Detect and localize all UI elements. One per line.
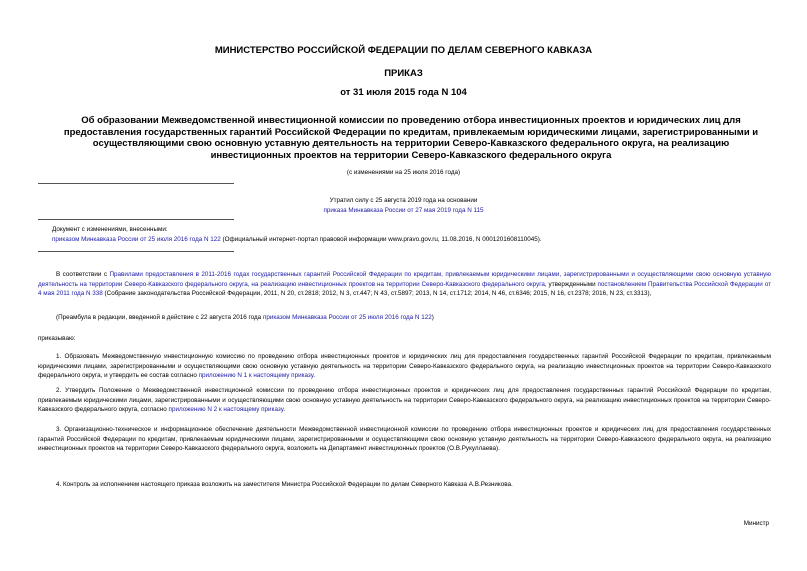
lost-force-link[interactable]: приказа Минкавказа России от 27 мая 2019 года N 115 (323, 207, 484, 214)
edition-text: (Преамбула в редакции, введенной в действие с 22 августа 2016 года (56, 314, 263, 321)
lost-force-text: Утратил силу с 25 августа 2019 года на основании (329, 197, 478, 204)
lost-force-block (0, 196, 807, 216)
preamble-text: , утвержденными (544, 280, 598, 288)
order-word: приказываю: (38, 335, 76, 342)
item-2-end: . (283, 406, 285, 414)
item-2 (38, 386, 771, 415)
preamble-text: В соответствии с (56, 271, 110, 278)
doc-changes-rest: (Официальный интернет-портал правовой информации www.pravo.gov.ru, 11.08.2016, N 0001201608110045). (220, 235, 542, 243)
ministry-heading: МИНИСТЕРСТВО РОССИЙСКОЙ ФЕДЕРАЦИИ ПО ДЕЛАМ СЕВЕРНОГО КАВКАЗА (214, 45, 593, 56)
changes-note: (с изменениями на 25 июля 2016 года) (346, 169, 461, 176)
edition-text: ) (431, 314, 434, 321)
document-title: Об образовании Межведомственной инвестиционной комиссии по проведению отбора инвестиционных проектов и юридических лиц для предоставления государственных гарантий Российской Федерации по кредитам, привлекаемым юридическими лицами, зарегистрированными и осуществляющими свою основную уставную деятельность на территории Северо-Кавказского федерального округа, на реализацию инвестиционных проектов на территории Северо-Кавказского федерального округа (63, 115, 759, 161)
preamble-text: (Собрание законодательства Российской Федерации, 2011, N 20, ст.2818; 2012, N 3, ст.447; N 43, ст.5897; 2013, N 14, ст.1712; 2014, N 46, ст.6346; 2015, N 16, ст.2378; 2016, N 23, ст.3313), (102, 290, 652, 298)
appendix-2-link[interactable]: приложению N 2 к настоящему приказу (168, 406, 284, 414)
date-number-heading: от 31 июля 2015 года N 104 (340, 87, 467, 98)
doc-changes-link[interactable]: приказом Минкавказа России от 25 июля 2016 года N 122 (52, 235, 221, 243)
signature: Министр (743, 520, 769, 527)
divider-line (38, 219, 234, 220)
preamble-paragraph (38, 270, 771, 299)
doc-changes-block (52, 225, 772, 244)
item-1-text: 1. Образовать Межведомственную инвестиционную комиссию по проведению отбора инвестиционных проектов и юридических лиц для предоставления государственных гарантий Российской Федерации по кредитам, привлекаемым юридическими лицами, зарегистрированными и осуществляющими свою основную уставную деятельность на территории Северо-Кавказского федерального округа, на реализацию инвестиционных проектов на территории Северо-Кавказского федерального округа, и утвердить ее состав согласно (38, 353, 771, 380)
item-3: 3. Организационно-техническое и информационное обеспечение деятельности Межведомственной инвестиционной комиссии по проведению отбора инвестиционных проектов и юридических лиц для предоставления государственных гарантий Российской Федерации по кредитам, привлекаемым юридическими лицами, зарегистрированными и осуществляющими свою основную уставную деятельность на территории Северо-Кавказского федерального округа, на реализацию инвестиционных проектов на территории Северо-Кавказского федерального округа, возложить на Департамент инвестиционных проектов (О.В.Рукуллаева). (38, 426, 771, 453)
resolution-link[interactable]: постановлением Правительства Российской Федерации от 4 мая 2011 года N 338 (38, 280, 771, 298)
preamble-edition-note (38, 313, 771, 323)
doc-changes-label: Документ с изменениями, внесенными: (52, 226, 168, 233)
doc-type-heading: ПРИКАЗ (384, 68, 423, 79)
item-1 (38, 352, 771, 381)
rules-link[interactable]: Правилами предоставления в 2011-2016 годах государственных гарантий Российской Федерации по кредитам, привлекаемым юридическими лицами, зарегистрированными и осуществляющими свою основную уставную деятельность на территории Северо-Кавказского федерального округа, на реализацию инвестиционных проектов на территории Северо-Кавказского федерального округа (38, 271, 772, 288)
edition-link[interactable]: приказом Минкавказа России от 25 июля 2016 года N 122 (262, 314, 432, 321)
divider-line (38, 183, 234, 184)
item-1-end: . (313, 372, 316, 380)
item-2-text: 2. Утвердить Положение о Межведомственной инвестиционной комиссии по проведению отбора инвестиционных проектов и юридических лиц для предоставления государственных гарантий Российской Федерации по кредитам, привлекаемым юридическими лицами, зарегистрированными и осуществляющими свою основную уставную деятельность на территории Северо-Кавказского федерального округа, на реализацию инвестиционных проектов на территории Северо-Кавказского федерального округа, согласно (38, 387, 771, 414)
item-4: 4. Контроль за исполнением настоящего приказа возложить на заместителя Министра Российской Федерации по делам Северного Кавказа А.В.Резникова. (56, 481, 513, 488)
divider-line (38, 251, 234, 252)
appendix-1-link[interactable]: приложению N 1 к настоящему приказу (198, 372, 314, 380)
